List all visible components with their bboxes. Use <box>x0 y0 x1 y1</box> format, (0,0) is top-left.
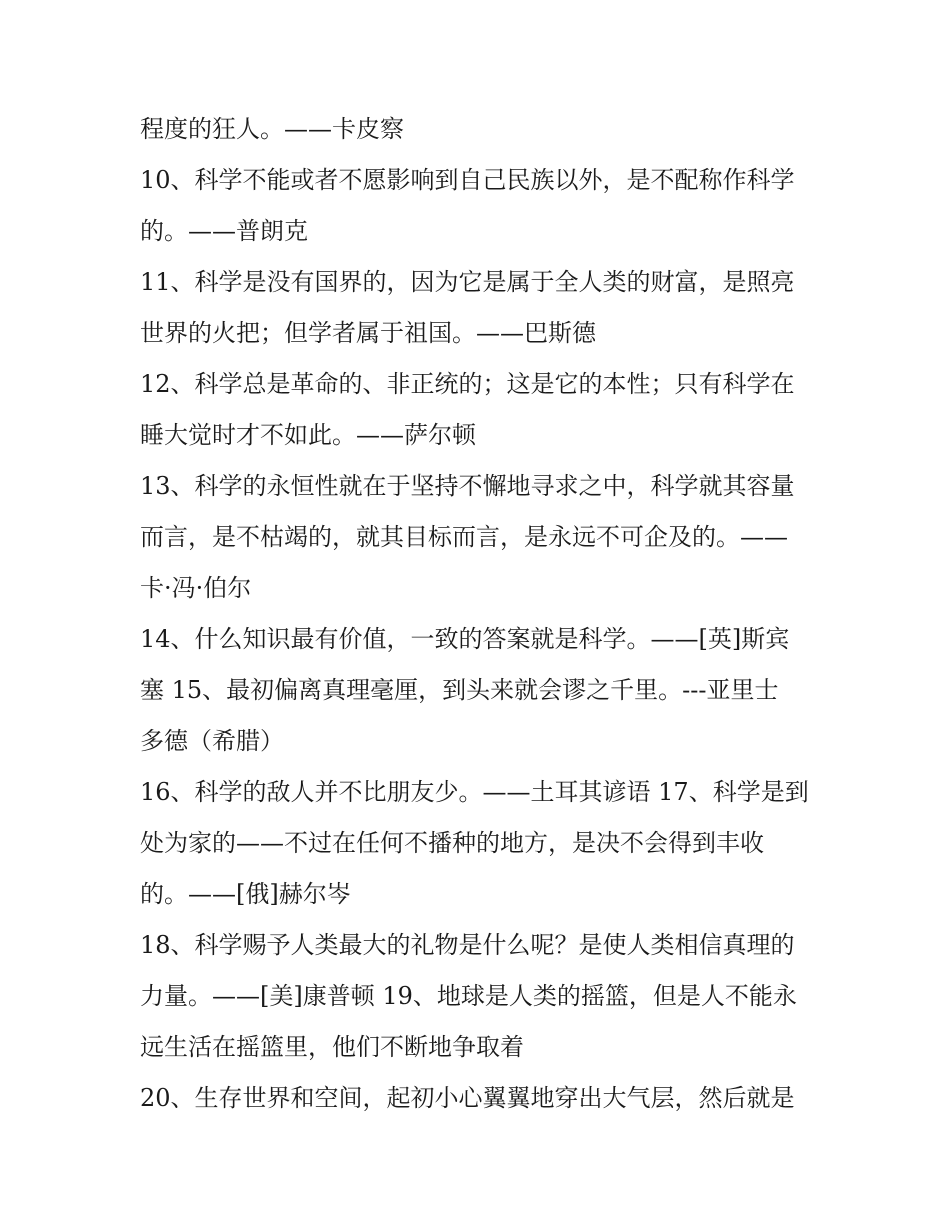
text-line: 塞 15、最初偏离真理毫厘，到头来就会谬之千里。---亚里士 <box>140 676 779 704</box>
text-line: 12、科学总是革命的、非正统的；这是它的本性；只有科学在 <box>140 370 795 398</box>
text-line: 睡大觉时才不如此。——萨尔顿 <box>140 421 476 449</box>
text-line: 11、科学是没有国界的，因为它是属于全人类的财富，是照亮 <box>140 268 795 296</box>
text-line: 18、科学赐予人类最大的礼物是什么呢？是使人类相信真理的 <box>140 931 795 959</box>
text-line: 20、生存世界和空间，起初小心翼翼地穿出大气层，然后就是 <box>140 1084 795 1112</box>
text-line: 处为家的——不过在任何不播种的地方，是决不会得到丰收 <box>140 829 764 857</box>
text-line: 卡·冯·伯尔 <box>140 574 252 602</box>
text-line: 10、科学不能或者不愿影响到自己民族以外，是不配称作科学 <box>140 166 795 194</box>
text-line: 世界的火把；但学者属于祖国。——巴斯德 <box>140 319 596 347</box>
text-line: 程度的狂人。——卡皮察 <box>140 115 404 143</box>
text-line: 14、什么知识最有价值，一致的答案就是科学。——[英]斯宾 <box>140 625 790 653</box>
text-line: 13、科学的永恒性就在于坚持不懈地寻求之中，科学就其容量 <box>140 472 795 500</box>
quote-text-block <box>140 104 830 1124</box>
text-line: 的。——普朗克 <box>140 217 308 245</box>
text-line: 力量。——[美]康普顿 19、地球是人类的摇篮，但是人不能永 <box>140 982 797 1010</box>
text-line: 多德（希腊） <box>140 727 284 755</box>
text-line: 的。——[俄]赫尔岑 <box>140 880 351 908</box>
text-line: 而言，是不枯竭的，就其目标而言，是永远不可企及的。—— <box>140 523 788 551</box>
text-line: 远生活在摇篮里，他们不断地争取着 <box>140 1033 524 1061</box>
text-line: 16、科学的敌人并不比朋友少。——土耳其谚语 17、科学是到 <box>140 778 809 806</box>
